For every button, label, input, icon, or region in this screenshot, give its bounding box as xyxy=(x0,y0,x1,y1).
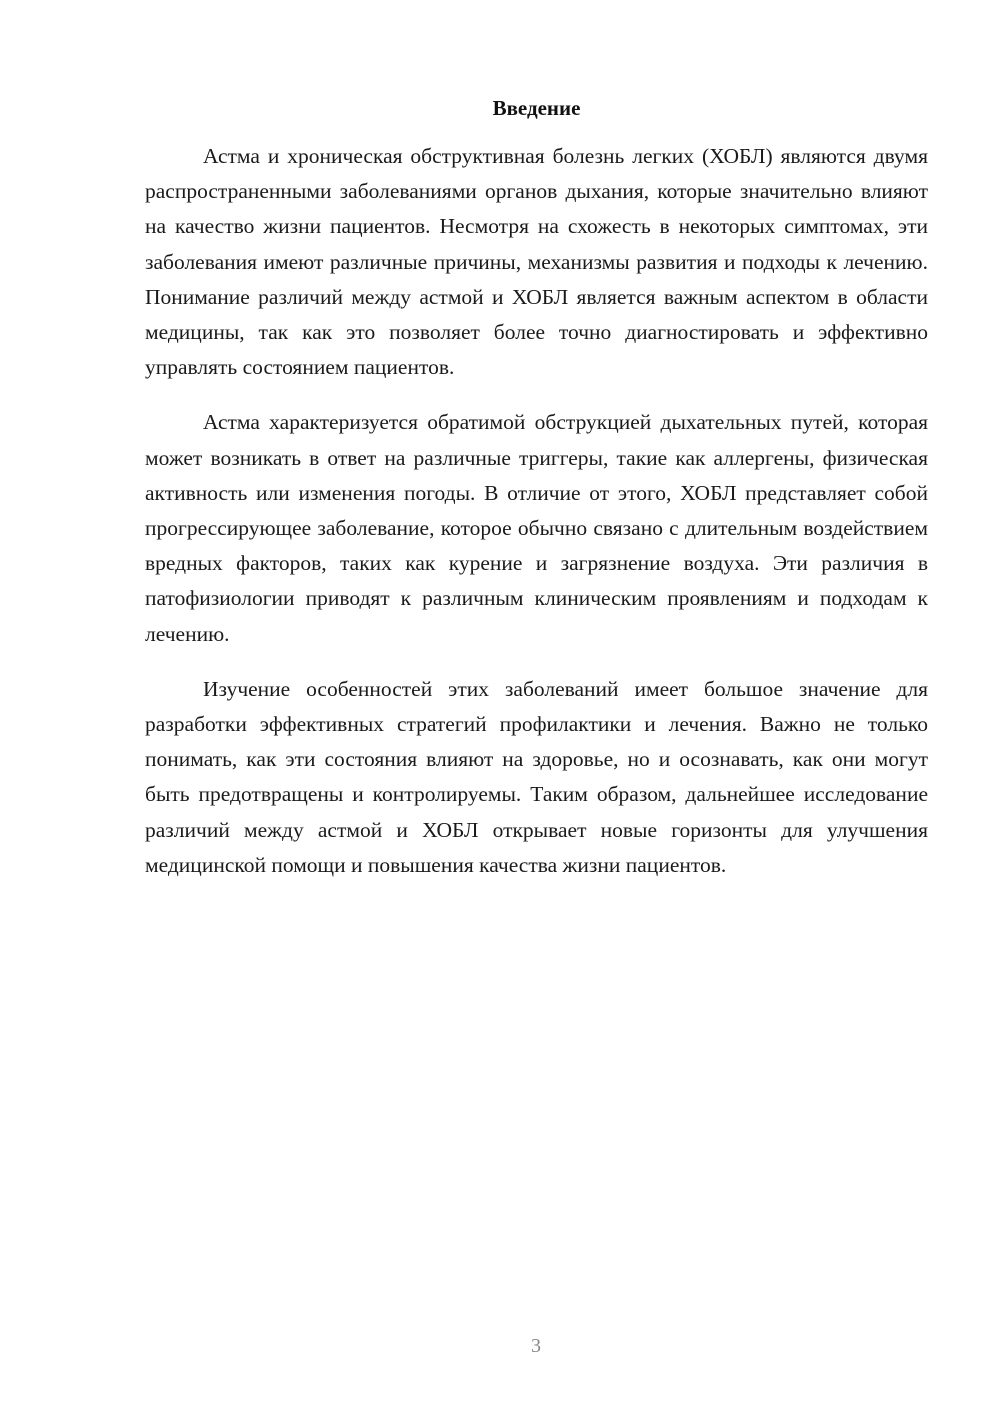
paragraph-1: Астма и хроническая обструктивная болезнь легких (ХОБЛ) являются двумя распространенными заболеваниями органов дыхания, которые значительно влияют на качество жизни пациентов. Несмотря на схожесть в некоторых симптомах, эти заболевания имеют различные причины, механизмы развития и подходы к лечению. Понимание различий между астмой и ХОБЛ является важным аспектом в области медицины, так как это позволяет более точно диагностировать и эффективно управлять состоянием пациентов. xyxy=(145,144,928,380)
page-content xyxy=(145,92,928,903)
page-number: 3 xyxy=(531,1335,541,1357)
paragraph-2: Астма характеризуется обратимой обструкцией дыхательных путей, которая может возникать в ответ на различные триггеры, такие как аллергены, физическая активность или изменения погоды. В отличие от этого, ХОБЛ представляет собой прогрессирующее заболевание, которое обычно связано с длительным воздействием вредных факторов, таких как курение и загрязнение воздуха. Эти различия в патофизиологии приводят к различным клиническим проявлениям и подходам к лечению. xyxy=(145,410,928,646)
paragraph-3: Изучение особенностей этих заболеваний имеет большое значение для разработки эффективных стратегий профилактики и лечения. Важно не только понимать, как эти состояния влияют на здоровье, но и осознавать, как они могут быть предотвращены и контролируемы. Таким образом, дальнейшее исследование различий между астмой и ХОБЛ открывает новые горизонты для улучшения медицинской помощи и повышения качества жизни пациентов. xyxy=(145,676,928,877)
section-heading: Введение xyxy=(492,96,581,120)
